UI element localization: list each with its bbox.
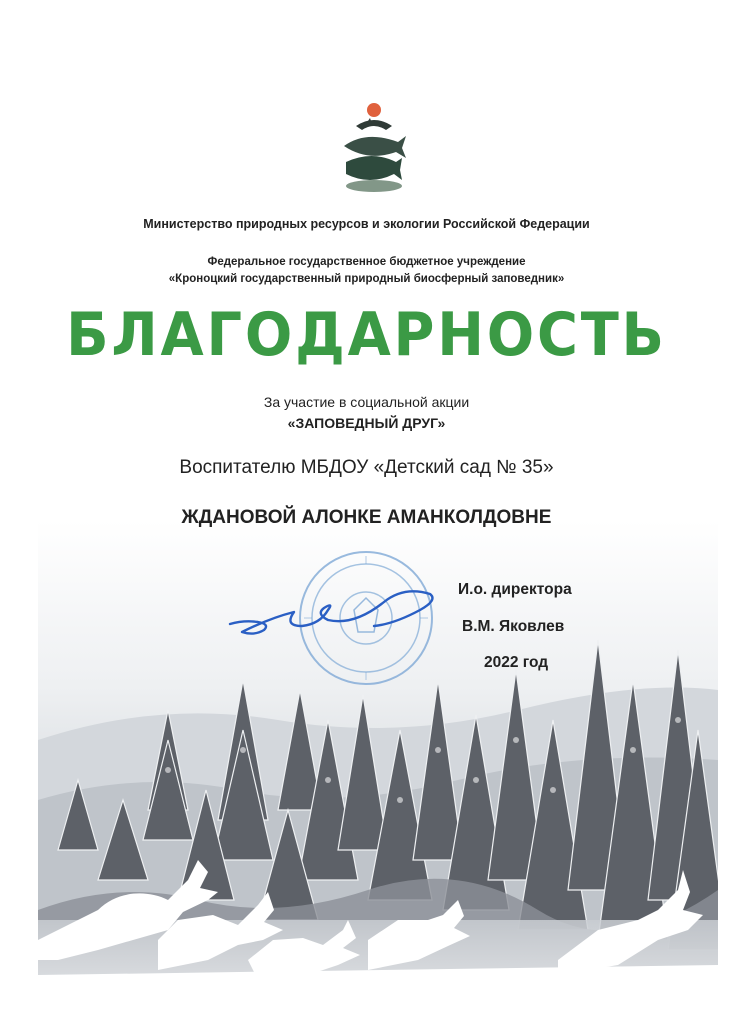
signatory-name: В.М. Яковлев bbox=[462, 618, 565, 635]
institution-type: Федеральное государственное бюджетное учреждение bbox=[207, 256, 526, 268]
reason-line: За участие в социальной акции bbox=[263, 394, 470, 410]
certificate-year: 2022 год bbox=[484, 654, 549, 671]
certificate-title: БЛАГОДАРНОСТЬ bbox=[66, 300, 667, 370]
recipient-position: Воспитателю МБДОУ «Детский сад № 35» bbox=[179, 457, 554, 478]
signatory-title: И.о. директора bbox=[458, 581, 572, 598]
recipient-name: ЖДАНОВОЙ АЛОНКЕ АМАНКОЛДОВНЕ bbox=[181, 507, 552, 528]
ministry-name: Министерство природных ресурсов и экологии Российской Федерации bbox=[143, 217, 590, 231]
signature-mark bbox=[224, 580, 440, 644]
reserve-emblem-icon bbox=[336, 100, 412, 196]
institution-name: «Кроноцкий государственный природный биосферный заповедник» bbox=[168, 273, 565, 285]
campaign-name: «ЗАПОВЕДНЫЙ ДРУГ» bbox=[287, 415, 446, 431]
